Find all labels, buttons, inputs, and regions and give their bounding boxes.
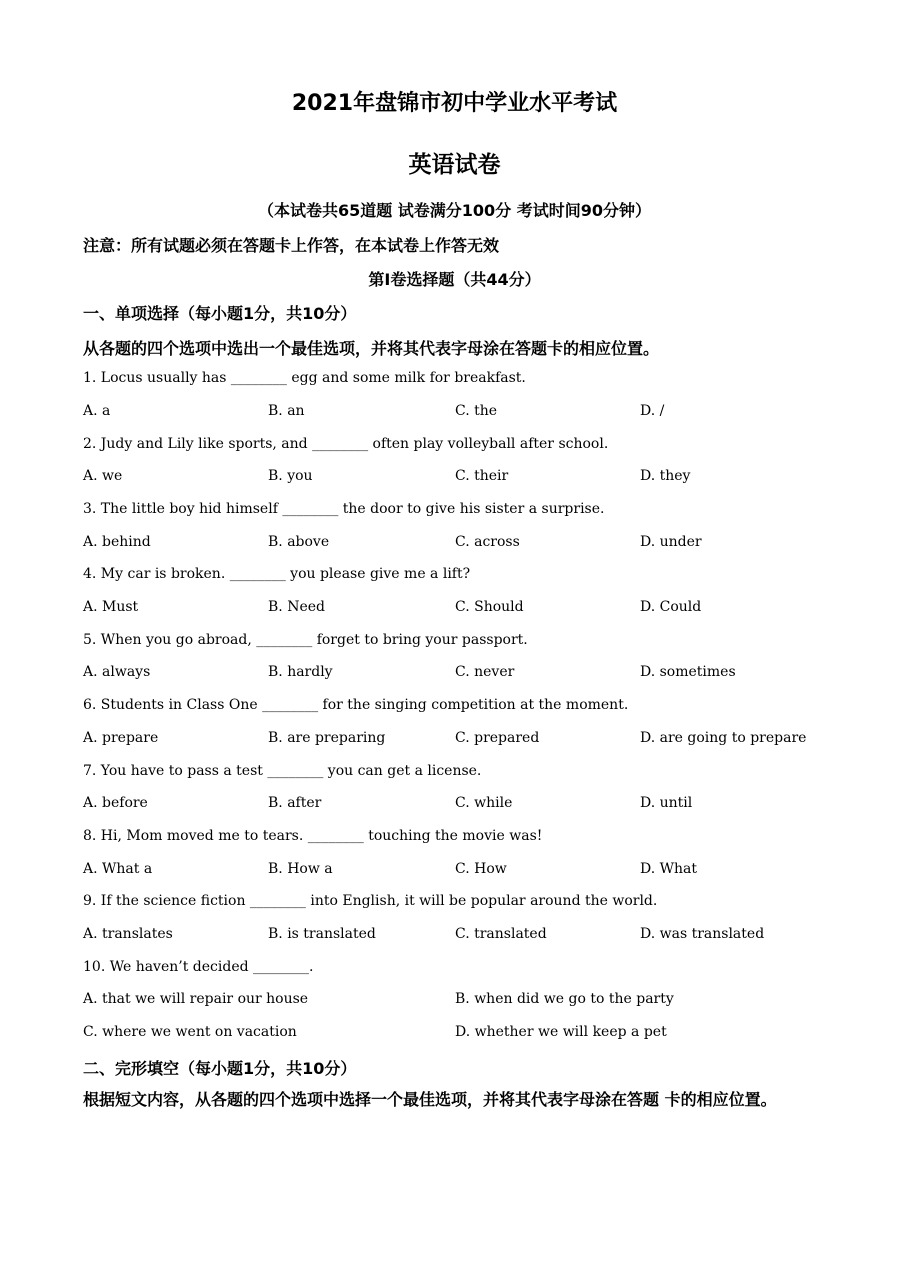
exam-title: 2021年盘锦市初中学业水平考试 [291,91,618,116]
option-7c: C. while [455,795,513,811]
option-4d: D. Could [640,599,702,615]
option-5b: B. hardly [268,664,333,680]
option-10b: B. when did we go to the party [455,991,674,1007]
section1-instruction: 从各题的四个选项中选出一个最佳选项，并将其代表字母涂在答题卡的相应位置。 [83,339,660,358]
section2-heading: 二、完形填空（每小题1分，共10分） [83,1059,357,1078]
option-9a: A. translates [83,926,173,942]
option-4b: B. Need [268,599,325,615]
option-2c: C. their [455,468,509,484]
question-10: 10. We haven’t decided ________. [83,959,314,975]
option-10d: D. whether we will keep a pet [455,1024,667,1040]
option-5c: C. never [455,664,515,680]
option-8a: A. What a [83,861,153,877]
option-10c: C. where we went on vacation [83,1024,297,1040]
option-9b: B. is translated [268,926,376,942]
option-5d: D. sometimes [640,664,736,680]
option-8c: C. How [455,861,507,877]
option-7a: A. before [83,795,148,811]
section1-heading: 一、单项选择（每小题1分，共10分） [83,304,357,323]
question-1: 1. Locus usually has ________ egg and some milk for breakfast. [83,370,526,386]
exam-notice: 注意：所有试题必须在答题卡上作答，在本试卷上作答无效 [83,236,500,255]
option-2a: A. we [83,468,123,484]
part-heading: 第I卷选择题（共44分） [368,270,541,289]
section2-instruction: 根据短文内容，从各题的四个选项中选择一个最佳选项，并将其代表字母涂在答题 卡的相应位置。 [83,1090,777,1109]
option-9d: D. was translated [640,926,765,942]
exam-subject: 英语试卷 [408,152,501,178]
option-3a: A. behind [83,534,151,550]
option-5a: A. always [83,664,151,680]
option-6c: C. prepared [455,730,540,746]
option-6b: B. are preparing [268,730,386,746]
option-2d: D. they [640,468,691,484]
option-2b: B. you [268,468,313,484]
option-1c: C. the [455,403,498,419]
option-8d: D. What [640,861,698,877]
question-7: 7. You have to pass a test ________ you can get a license. [83,763,482,779]
question-2: 2. Judy and Lily like sports, and ________ often play volleyball after school. [83,436,609,452]
question-9: 9. If the science fiction ________ into English, it will be popular around the world. [83,893,658,909]
option-3b: B. above [268,534,330,550]
option-1a: A. a [83,403,111,419]
question-6: 6. Students in Class One ________ for the singing competition at the moment. [83,697,629,713]
option-1d: D. / [640,403,665,419]
question-3: 3. The little boy hid himself ________ the door to give his sister a surprise. [83,501,605,517]
option-3c: C. across [455,534,520,550]
option-7b: B. after [268,795,322,811]
option-10a: A. that we will repair our house [83,991,309,1007]
exam-info: （本试卷共65道题 试卷满分100分 考试时间90分钟） [257,201,652,220]
option-4c: C. Should [455,599,524,615]
question-8: 8. Hi, Mom moved me to tears. ________ touching the movie was! [83,828,543,844]
option-6d: D. are going to prepare [640,730,807,746]
option-3d: D. under [640,534,702,550]
option-7d: D. until [640,795,693,811]
option-9c: C. translated [455,926,547,942]
question-4: 4. My car is broken. ________ you please give me a lift? [83,566,471,582]
option-8b: B. How a [268,861,333,877]
option-4a: A. Must [83,599,139,615]
option-1b: B. an [268,403,305,419]
option-6a: A. prepare [83,730,159,746]
question-5: 5. When you go abroad, ________ forget to bring your passport. [83,632,528,648]
